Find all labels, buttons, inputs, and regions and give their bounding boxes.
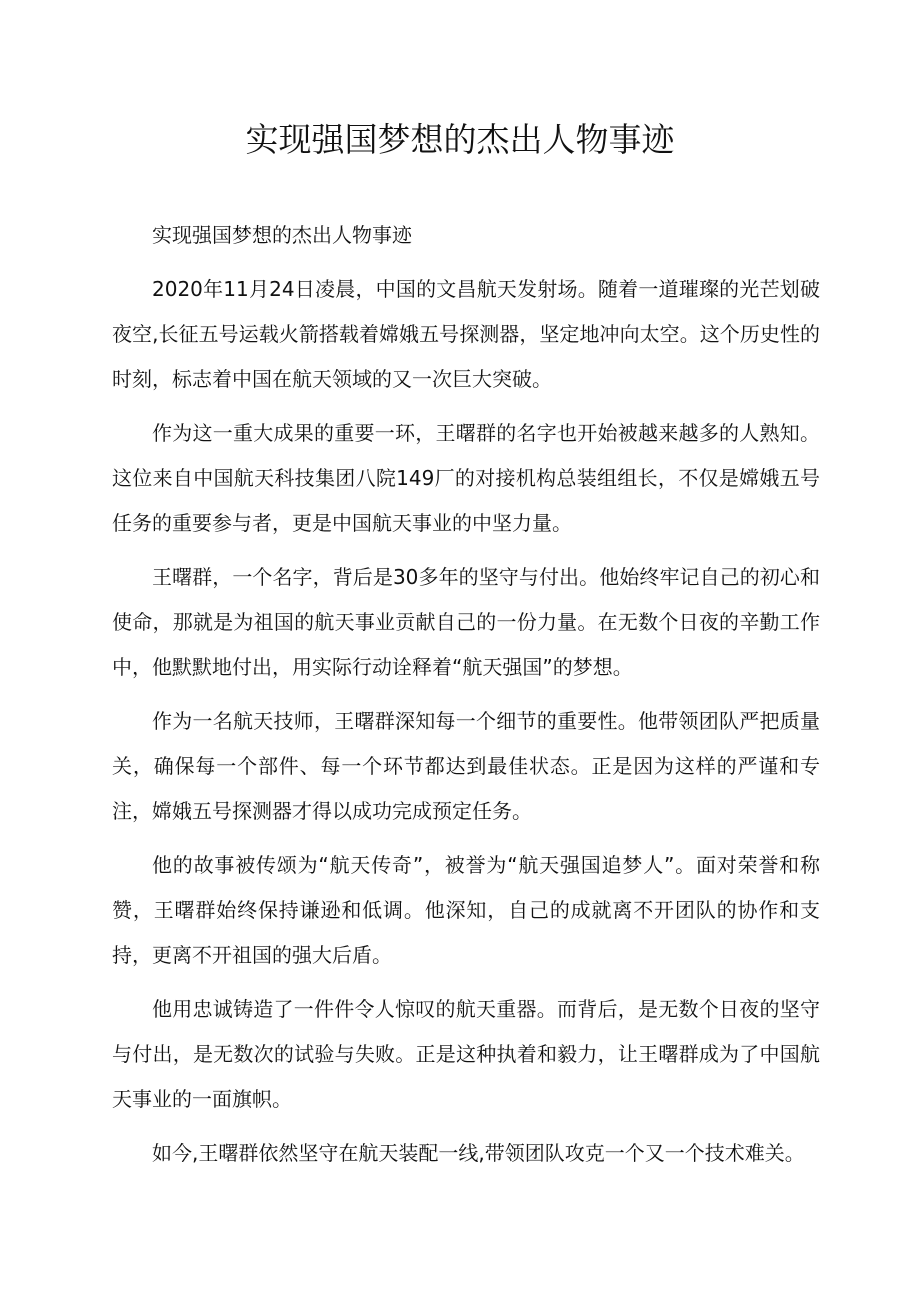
paragraph-introduction: 作为这一重大成果的重要一环，王曙群的名字也开始被越来越多的人熟知。这位来自中国航天科技集团八院149厂的对接机构总装组组长，不仅是嫦娥五号任务的重要参与者，更是中国航天事业的中坚力量。 [112,421,820,535]
document-body [112,213,820,1176]
paragraph-present: 如今,王曙群依然坚守在航天装配一线,带领团队攻克一个又一个技术难关。 [152,1141,805,1165]
paragraph-loyalty: 他用忠诚铸造了一件件令人惊叹的航天重器。而背后，是无数个日夜的坚守与付出，是无数次的试验与失败。正是这种执着和毅力，让王曙群成为了中国航天事业的一面旗帜。 [112,997,820,1111]
subtitle-paragraph: 实现强国梦想的杰出人物事迹 [152,223,412,247]
paragraph-honors: 他的故事被传颂为“航天传奇”，被誉为“航天强国追梦人”。面对荣誉和称赞，王曙群始终保持谦逊和低调。他深知，自己的成就离不开团队的协作和支持，更离不开祖国的强大后盾。 [112,853,820,967]
paragraph-dedication: 王曙群，一个名字，背后是30多年的坚守与付出。他始终牢记自己的初心和使命，那就是为祖国的航天事业贡献自己的一份力量。在无数个日夜的辛勤工作中，他默默地付出，用实际行动诠释着“航天强国”的梦想。 [112,565,820,679]
document-title: 实现强国梦想的杰出人物事迹 [245,120,675,159]
paragraph-quality: 作为一名航天技师，王曙群深知每一个细节的重要性。他带领团队严把质量关，确保每一个部件、每一个环节都达到最佳状态。正是因为这样的严谨和专注，嫦娥五号探测器才得以成功完成预定任务。 [112,709,820,823]
paragraph-launch: 2020年11月24日凌晨，中国的文昌航天发射场。随着一道璀璨的光芒划破夜空,长征五号运载火箭搭载着嫦娥五号探测器，坚定地冲向太空。这个历史性的时刻，标志着中国在航天领域的又一次巨大突破。 [112,277,820,391]
